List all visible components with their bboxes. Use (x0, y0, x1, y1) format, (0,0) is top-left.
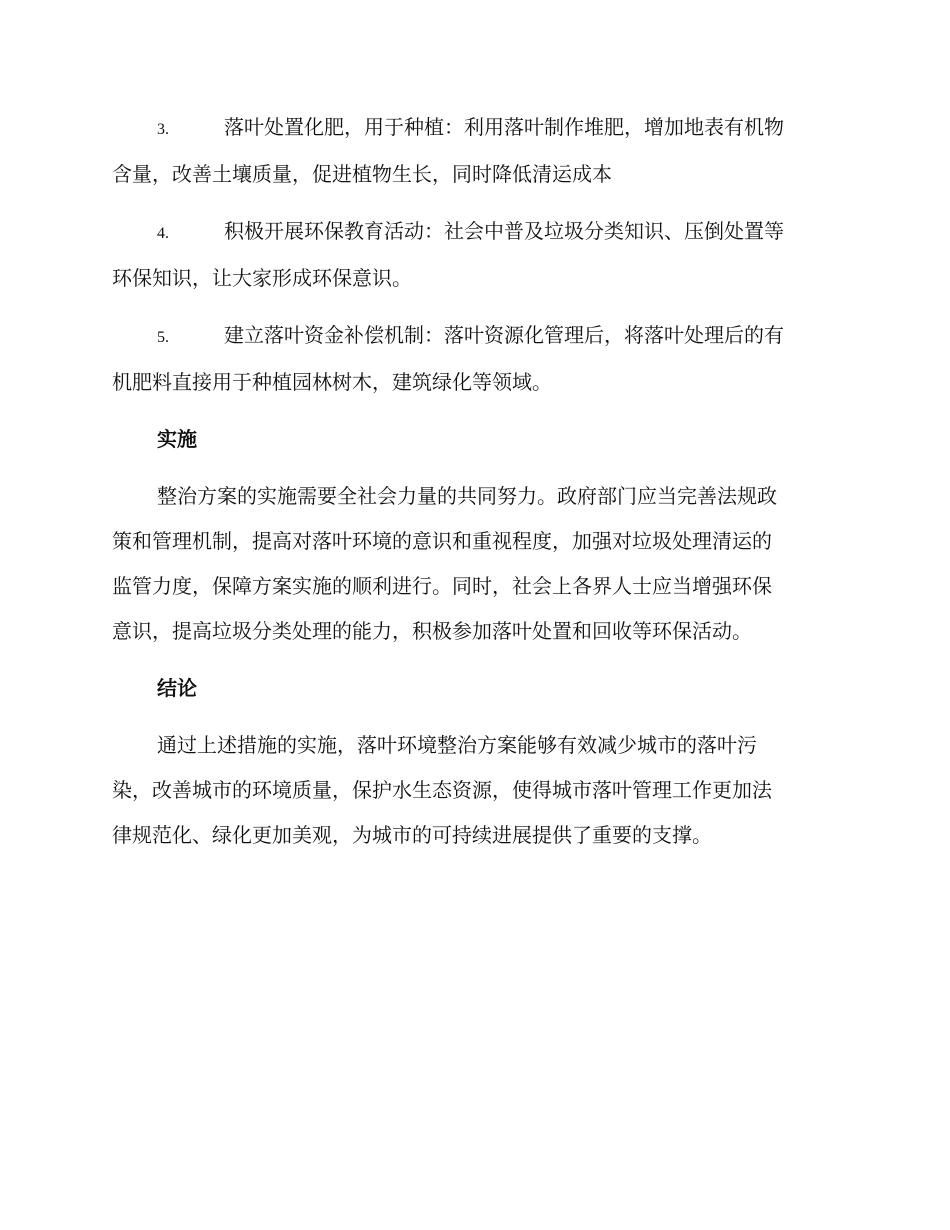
paragraph-conclusion (112, 723, 834, 858)
list-number: 4. (157, 225, 169, 242)
list-number: 3. (157, 121, 169, 138)
list-item-text-line1: 落叶处置化肥，用于种植：利用落叶制作堆肥，增加地表有机物 (224, 115, 784, 139)
paragraph-line: 整治方案的实施需要全社会力量的共同努力。政府部门应当完善法规政 (157, 484, 777, 508)
document-page (112, 105, 834, 870)
paragraph-implementation (112, 474, 834, 654)
paragraph-line: 通过上述措施的实施，落叶环境整治方案能够有效减少城市的落叶污 (157, 733, 757, 757)
list-item-text-line1: 积极开展环保教育活动：社会中普及垃圾分类知识、压倒处置等 (224, 219, 784, 243)
list-item-4 (112, 209, 834, 301)
section-heading-implementation: 实施 (157, 427, 197, 451)
list-item-5 (112, 313, 834, 405)
paragraph-line: 意识，提高垃圾分类处理的能力，积极参加落叶处置和回收等环保活动。 (112, 619, 752, 643)
paragraph-line: 策和管理机制，提高对落叶环境的意识和重视程度，加强对垃圾处理清运的 (112, 529, 772, 553)
paragraph-line: 监管力度，保障方案实施的顺利进行。同时，社会上各界人士应当增强环保 (112, 574, 772, 598)
list-number: 5. (157, 329, 169, 346)
list-item-3 (112, 105, 834, 197)
section-heading-conclusion: 结论 (157, 676, 197, 700)
list-item-text-line2: 环保知识，让大家形成环保意识。 (112, 266, 412, 290)
paragraph-line: 律规范化、绿化更加美观，为城市的可持续进展提供了重要的支撑。 (112, 823, 712, 847)
list-item-text-line2: 机肥料直接用于种植园林树木，建筑绿化等领域。 (112, 370, 552, 394)
paragraph-line: 染，改善城市的环境质量，保护水生态资源，使得城市落叶管理工作更加法 (112, 778, 772, 802)
list-item-text-line2: 含量，改善土壤质量，促进植物生长，同时降低清运成本 (112, 162, 612, 186)
list-item-text-line1: 建立落叶资金补偿机制：落叶资源化管理后，将落叶处理后的有 (224, 323, 784, 347)
